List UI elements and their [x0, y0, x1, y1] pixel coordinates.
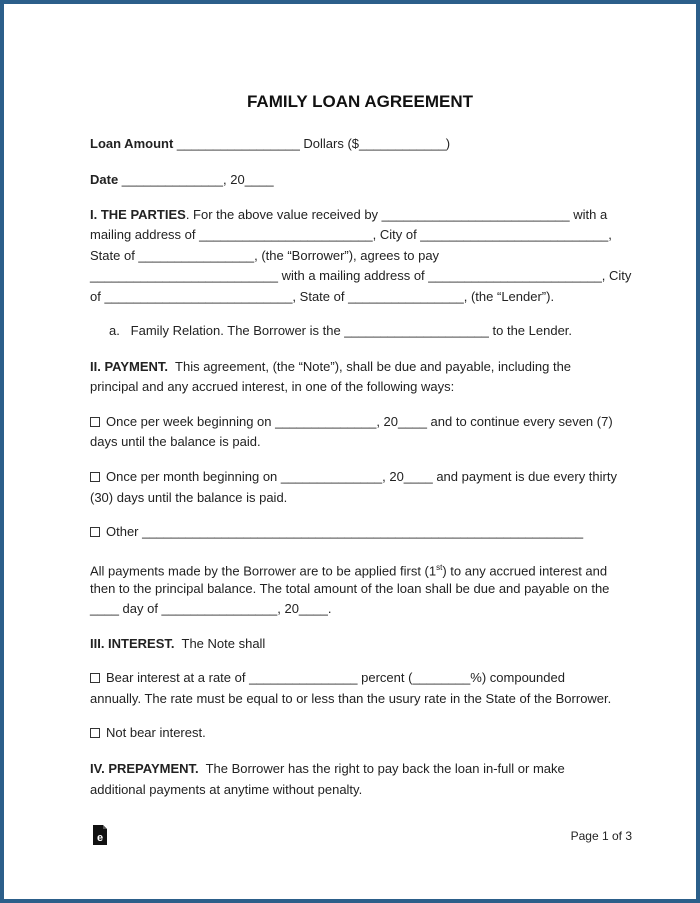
prepayment-text: The Borrower has the right to pay back the loan in-full or make [198, 761, 565, 776]
interest-line [90, 636, 265, 652]
other-text: Other _____________________________________________________________ [106, 524, 584, 539]
date-text: ______________, 20____ [118, 172, 274, 187]
parties-line-4: __________________________ with a mailing address of ________________________, City [90, 268, 632, 283]
not-bear-interest-checkbox[interactable] [90, 728, 100, 738]
weekly-option-line-2: days until the balance is paid. [90, 434, 261, 449]
applied-line-1 [90, 560, 607, 579]
applied-text-b: ) to any accrued interest and [442, 563, 608, 579]
weekly-checkbox[interactable] [90, 417, 100, 427]
date-line [90, 172, 274, 188]
svg-text:e: e [96, 832, 104, 844]
other-checkbox[interactable] [90, 527, 100, 537]
monthly-text: Once per month beginning on ______________, 20____ and payment is due every thirty [106, 469, 617, 484]
parties-line-3: State of ________________, (the “Borrower”), agrees to pay [90, 248, 440, 263]
payment-heading: II. PAYMENT. [90, 359, 169, 374]
monthly-option-line-2: (30) days until the balance is paid. [90, 490, 288, 505]
weekly-text: Once per week beginning on ______________, 20____ and to continue every seven (7) [106, 414, 613, 429]
applied-superscript: st [436, 563, 443, 572]
bear-interest-text: Bear interest at a rate of _______________ percent (________%) compounded [106, 670, 565, 685]
bear-interest-option [90, 670, 565, 686]
other-option [90, 524, 583, 540]
loan-amount-label: Loan Amount [90, 136, 174, 151]
applied-line-3: ____ day of ________________, 20____. [90, 601, 332, 616]
interest-heading: III. INTEREST. [90, 636, 175, 651]
family-relation-line: a. Family Relation. The Borrower is the ____________________ to the Lender. [109, 323, 573, 338]
page-number: Page 1 of 3 [570, 829, 632, 843]
bear-interest-line-2: annually. The rate must be equal to or less than the usury rate in the State of the Borrower. [90, 691, 612, 706]
parties-line-1 [90, 207, 607, 223]
weekly-option [90, 414, 613, 430]
loan-amount-text: _________________ Dollars ($____________) [173, 136, 451, 151]
payment-line-1 [90, 359, 571, 375]
loan-amount-line [90, 136, 450, 152]
not-bear-interest-option [90, 725, 206, 741]
parties-line-5: of __________________________, State of ________________, (the “Lender”). [90, 289, 555, 304]
monthly-checkbox[interactable] [90, 472, 100, 482]
eforms-logo-icon [92, 824, 108, 846]
parties-text: . For the above value received by __________________________ with a [185, 207, 608, 222]
monthly-option [90, 469, 617, 485]
date-label: Date [90, 172, 119, 187]
applied-text-a: All payments made by the Borrower are to be applied first (1 [90, 563, 437, 579]
interest-intro: The Note shall [174, 636, 266, 651]
applied-line-2: then to the principal balance. The total amount of the loan shall be due and payable on the [90, 581, 610, 596]
prepayment-line-1 [90, 761, 565, 777]
prepayment-line-2: additional payments at anytime without penalty. [90, 782, 363, 797]
bear-interest-checkbox[interactable] [90, 673, 100, 683]
payment-intro: This agreement, (the “Note”), shall be due and payable, including the [168, 359, 572, 374]
not-bear-interest-text: Not bear interest. [106, 725, 206, 740]
parties-heading: I. THE PARTIES [90, 207, 186, 222]
document-title: FAMILY LOAN AGREEMENT [246, 92, 474, 111]
payment-line-2: principal and any accrued interest, in one of the following ways: [90, 379, 455, 394]
parties-line-2: mailing address of ________________________, City of __________________________, [90, 227, 612, 242]
prepayment-heading: IV. PREPAYMENT. [90, 761, 199, 776]
